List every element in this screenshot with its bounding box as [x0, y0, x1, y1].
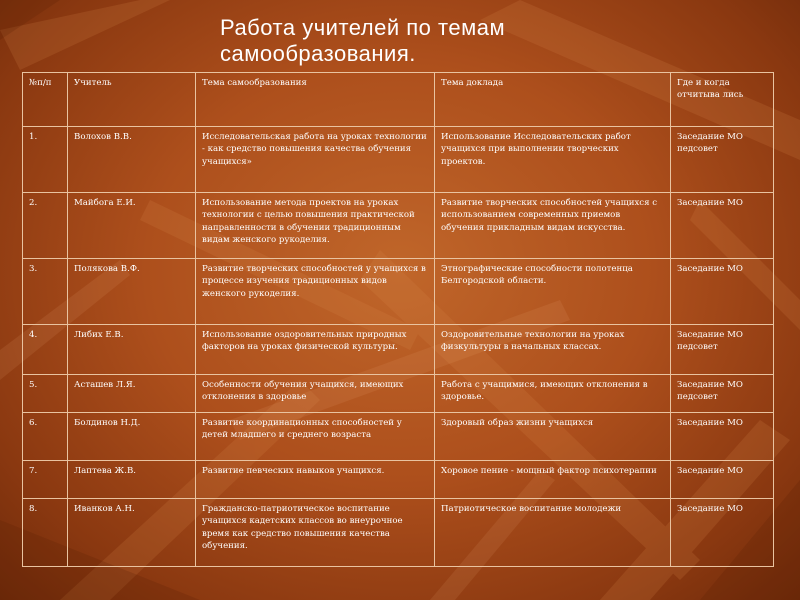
cell-topic: Гражданско-патриотическое воспитание учащихся кадетских классов во внеурочное время как средство повышения качества обучения.	[196, 499, 435, 567]
header-where: Где и когда отчитыва лись	[671, 73, 774, 127]
cell-teacher: Либих Е.В.	[68, 325, 196, 375]
cell-where: Заседание МО	[671, 499, 774, 567]
cell-teacher: Асташев Л.Я.	[68, 375, 196, 413]
cell-report: Оздоровительные технологии на уроках физкультуры в начальных классах.	[435, 325, 671, 375]
header-report: Тема доклада	[435, 73, 671, 127]
cell-topic: Развитие творческих способностей у учащихся в процессе изучения традиционных видов женского рукоделия.	[196, 259, 435, 325]
cell-where: Заседание МО	[671, 259, 774, 325]
cell-teacher: Иванков А.Н.	[68, 499, 196, 567]
cell-teacher: Волохов В.В.	[68, 127, 196, 193]
cell-topic: Исследовательская работа на уроках технологии - как средство повышения качества обучения учащихся»	[196, 127, 435, 193]
table-row	[23, 193, 774, 259]
cell-num: 7.	[23, 461, 68, 499]
cell-where: Заседание МО педсовет	[671, 127, 774, 193]
table-row	[23, 413, 774, 461]
cell-num: 2.	[23, 193, 68, 259]
slide-title: Работа учителей по темам самообразования.	[220, 15, 506, 66]
table-row	[23, 325, 774, 375]
header-topic: Тема самообразования	[196, 73, 435, 127]
cell-topic: Использование метода проектов на уроках технологии с целью повышения практической направленности в обучении традиционным видам женского рукоделия.	[196, 193, 435, 259]
cell-teacher: Болдинов Н.Д.	[68, 413, 196, 461]
table-header-row	[23, 73, 774, 127]
cell-where: Заседание МО педсовет	[671, 325, 774, 375]
cell-report: Использование Исследовательских работ учащихся при выполнении творческих проектов.	[435, 127, 671, 193]
cell-topic: Использование оздоровительных природных факторов на уроках физической культуры.	[196, 325, 435, 375]
self-education-table	[22, 72, 774, 567]
cell-report: Хоровое пение - мощный фактор психотерапии	[435, 461, 671, 499]
cell-teacher: Полякова В.Ф.	[68, 259, 196, 325]
cell-num: 6.	[23, 413, 68, 461]
table-row	[23, 461, 774, 499]
cell-topic: Особенности обучения учащихся, имеющих отклонения в здоровье	[196, 375, 435, 413]
cell-report: Здоровый образ жизни учащихся	[435, 413, 671, 461]
cell-report: Патриотическое воспитание молодежи	[435, 499, 671, 567]
table-row	[23, 259, 774, 325]
cell-where: Заседание МО	[671, 461, 774, 499]
cell-teacher: Лаптева Ж.В.	[68, 461, 196, 499]
cell-topic: Развитие певческих навыков учащихся.	[196, 461, 435, 499]
cell-where: Заседание МО	[671, 413, 774, 461]
cell-where: Заседание МО педсовет	[671, 375, 774, 413]
table-row	[23, 127, 774, 193]
cell-teacher: Майбога Е.И.	[68, 193, 196, 259]
cell-where: Заседание МО	[671, 193, 774, 259]
table-row	[23, 375, 774, 413]
table-row	[23, 499, 774, 567]
cell-num: 3.	[23, 259, 68, 325]
cell-topic: Развитие координационных способностей у детей младшего и среднего возраста	[196, 413, 435, 461]
cell-num: 8.	[23, 499, 68, 567]
cell-report: Работа с учащимися, имеющих отклонения в здоровье.	[435, 375, 671, 413]
cell-report: Этнографические способности полотенца Белгородской области.	[435, 259, 671, 325]
cell-num: 5.	[23, 375, 68, 413]
cell-report: Развитие творческих способностей учащихся с использованием современных приемов обучения прикладным видам искусства.	[435, 193, 671, 259]
header-num: №п/п	[23, 73, 68, 127]
cell-num: 4.	[23, 325, 68, 375]
header-teacher: Учитель	[68, 73, 196, 127]
cell-num: 1.	[23, 127, 68, 193]
